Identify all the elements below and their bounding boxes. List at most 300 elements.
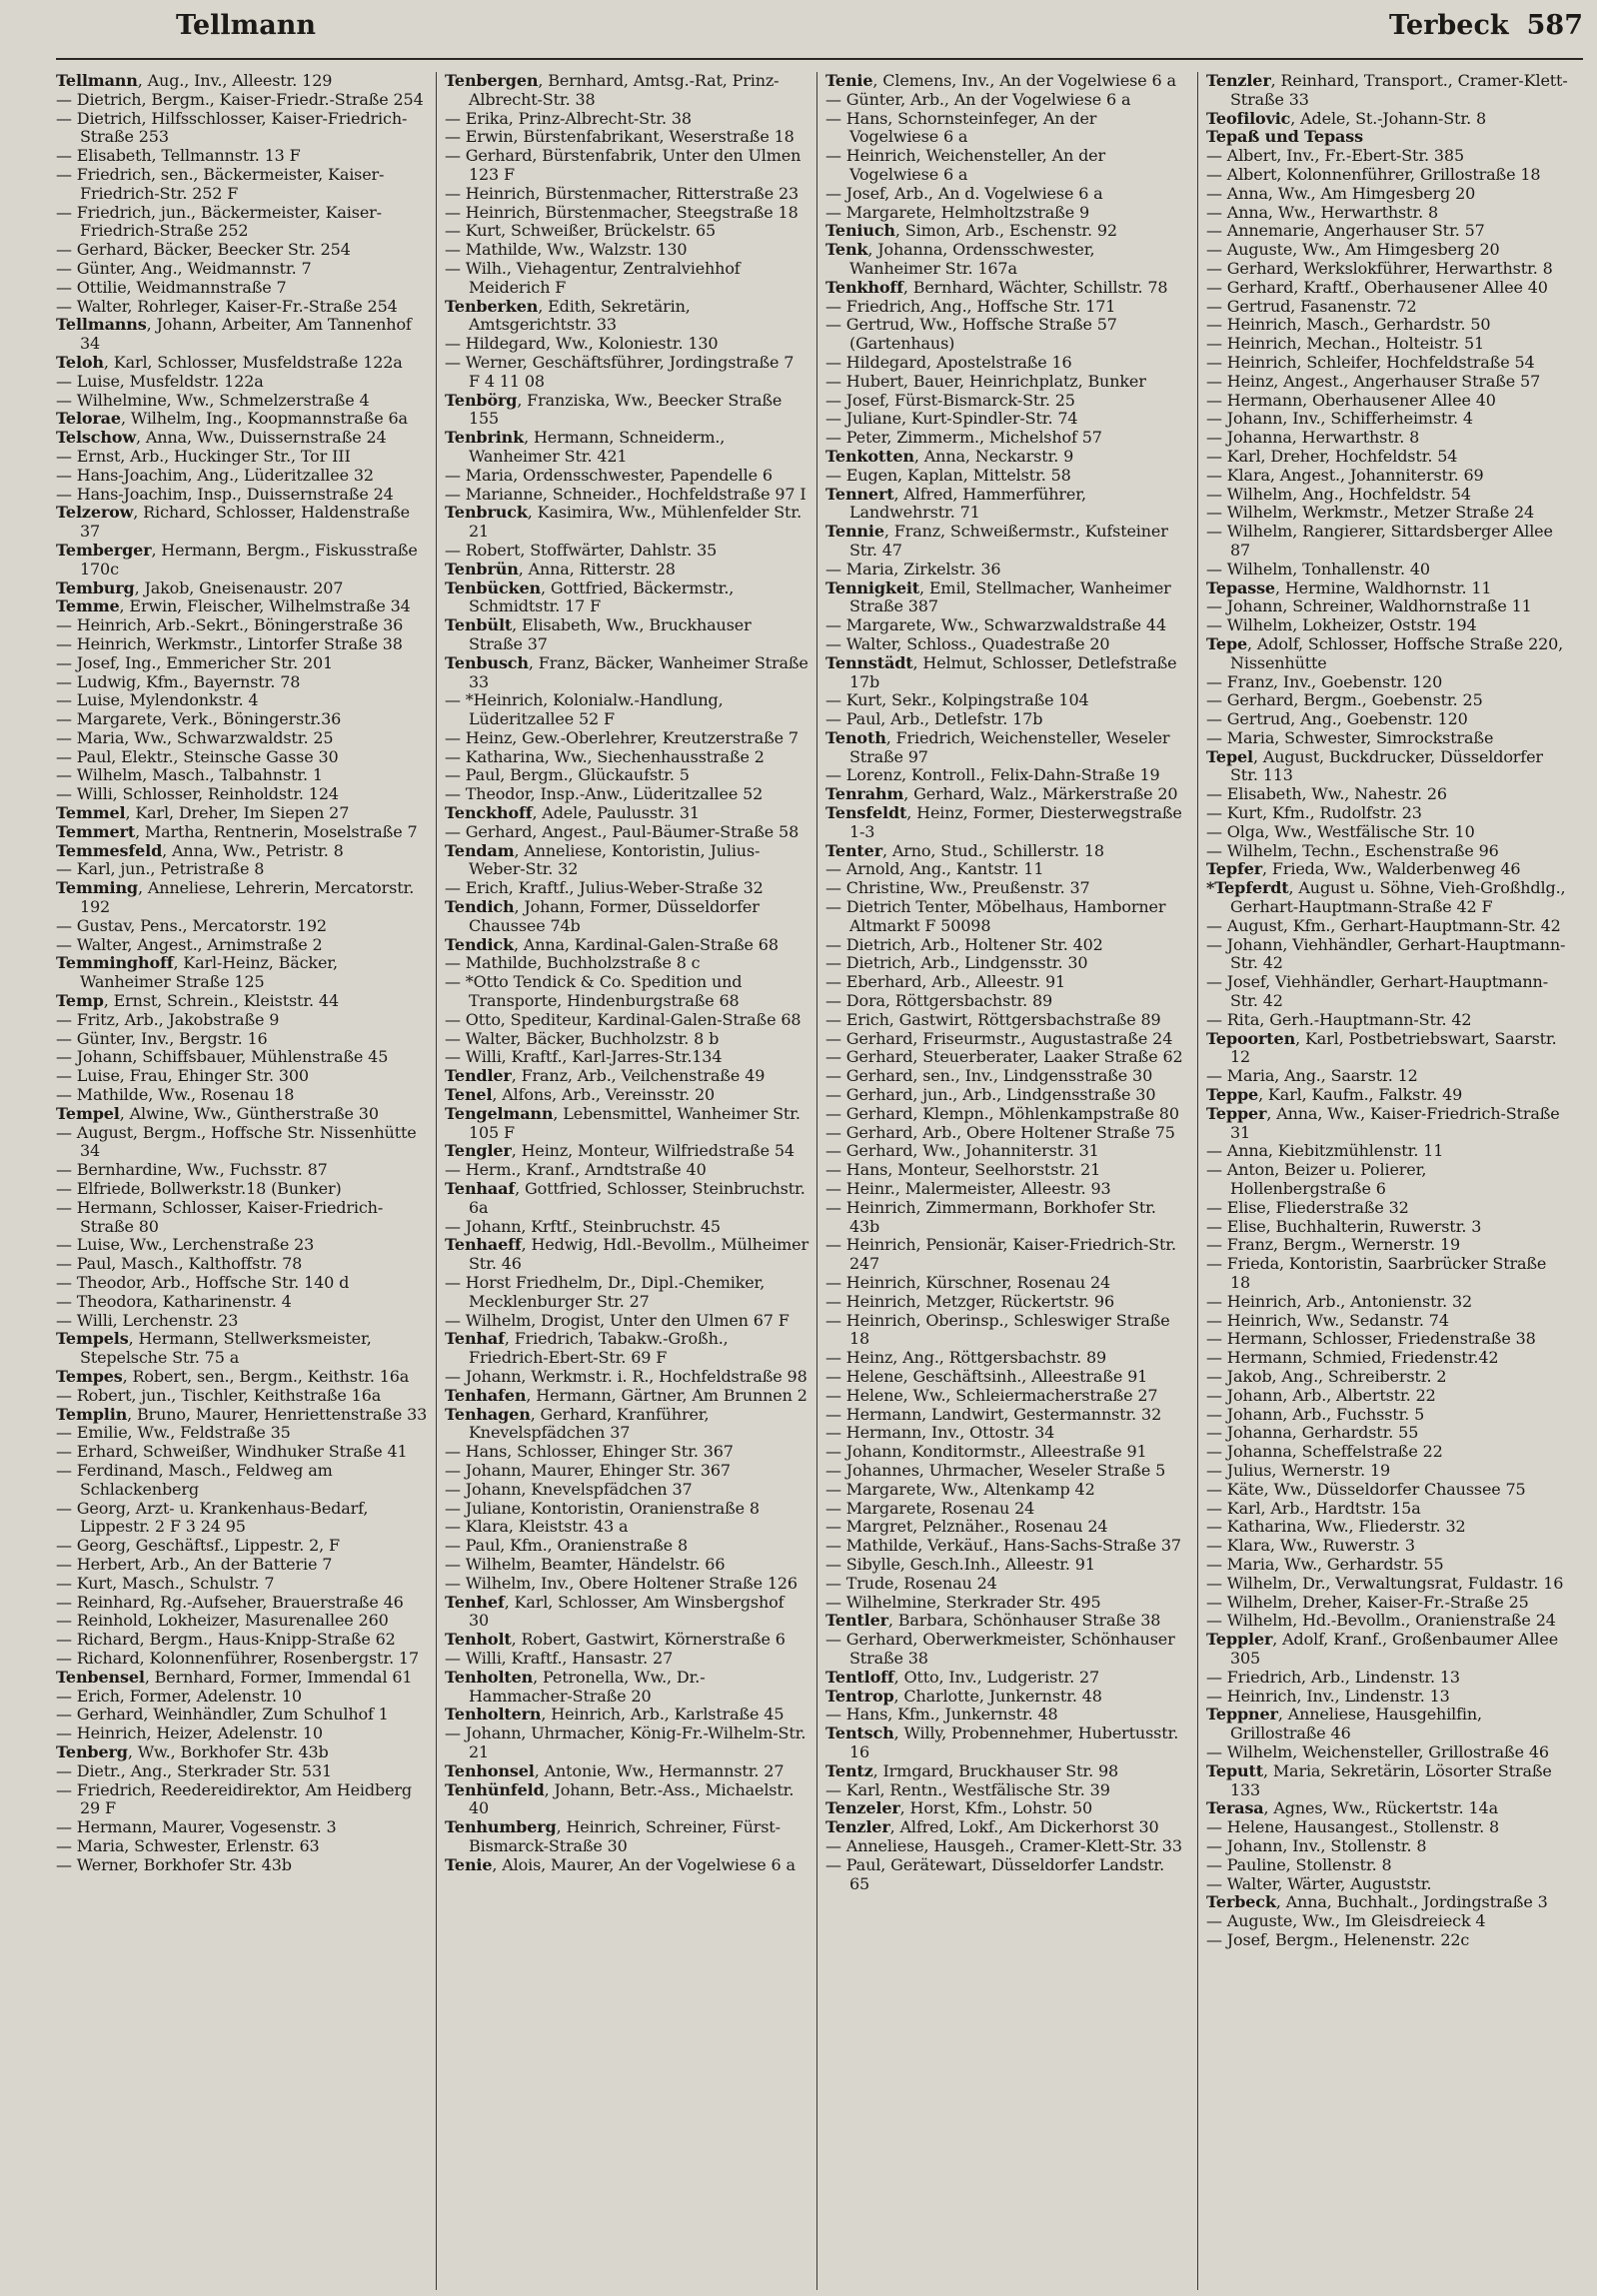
directory-entry: — Paul, Gerätewart, Düsseldorfer Landstr. 65	[825, 1854, 1165, 1893]
directory-entry: — Margret, Pelznäher., Rosenau 24	[825, 1517, 1108, 1537]
directory-entry: Tenhünfeld, Johann, Betr.-Ass., Michaelstr. 40	[445, 1779, 795, 1818]
directory-entry: — Albert, Kolonnenführer, Grillostraße 18	[1206, 164, 1541, 184]
directory-entry: — Heinz, Angest., Angerhauser Straße 57	[1206, 371, 1541, 391]
directory-entry: — Johann, Knevelspfädchen 37	[445, 1479, 693, 1499]
directory-entry: Temming, Anneliese, Lehrerin, Mercatorstr. 192	[56, 878, 415, 917]
directory-entry: — Heinrich, Werkmstr., Lintorfer Straße 38	[56, 633, 403, 653]
directory-entry: — Maria, Ww., Schwarzwaldstr. 25	[56, 727, 334, 747]
directory-entry: Temmel, Karl, Dreher, Im Siepen 27	[56, 803, 350, 823]
directory-entry: — Karl, Arb., Hardtstr. 15a	[1206, 1498, 1421, 1518]
directory-entry: — Willi, Kraftf., Hansastr. 27	[445, 1648, 674, 1668]
directory-entry: — Juliane, Kurt-Spindler-Str. 74	[825, 409, 1078, 429]
directory-entry: Tennigkeit, Emil, Stellmacher, Wanheimer Straße 387	[825, 577, 1171, 616]
directory-entry: — Heinz, Ang., Röttgersbachstr. 89	[825, 1348, 1107, 1368]
directory-entry: — Wilhelm, Dreher, Kaiser-Fr.-Straße 25	[1206, 1592, 1529, 1612]
directory-entry: — Luise, Ww., Lerchenstraße 23	[56, 1235, 315, 1255]
directory-entry: Tenhafen, Hermann, Gärtner, Am Brunnen 2	[445, 1385, 807, 1405]
directory-entry: — Albert, Inv., Fr.-Ebert-Str. 385	[1206, 146, 1464, 166]
directory-entry: — Wilhelm, Weichensteller, Grillostraße 46	[1206, 1741, 1549, 1761]
directory-entry: — Christine, Ww., Preußenstr. 37	[825, 878, 1090, 898]
directory-entry: — Hans-Joachim, Ang., Lüderitzallee 32	[56, 465, 374, 485]
directory-entry: Tenbücken, Gottfried, Bäckermstr., Schmidtstr. 17 F	[445, 577, 735, 616]
directory-entry: — *Heinrich, Kolonialw.-Handlung, Lüderitzallee 52 F	[445, 690, 724, 729]
directory-entry: — Johann, Maurer, Ehinger Str. 367	[445, 1460, 731, 1480]
directory-entry: — Gertrud, Ww., Hoffsche Straße 57 (Gartenhaus)	[825, 315, 1117, 354]
directory-entry: — Hermann, Landwirt, Gestermannstr. 32	[825, 1404, 1162, 1424]
directory-entry: Telschow, Anna, Ww., Duissernstraße 24	[56, 428, 387, 448]
directory-entry: Tendler, Franz, Arb., Veilchenstraße 49	[445, 1066, 766, 1086]
directory-entry: — Johann, Uhrmacher, König-Fr.-Wilhelm-Str. 21	[445, 1723, 806, 1761]
directory-entry: — Hildegard, Apostelstraße 16	[825, 352, 1072, 372]
directory-entry: — Helene, Geschäftsinh., Alleestraße 91	[825, 1366, 1148, 1386]
directory-entry: Tenhumberg, Heinrich, Schreiner, Fürst-Bismarck-Straße 30	[445, 1817, 781, 1855]
directory-entry: Tepel, August, Buckdrucker, Düsseldorfer Str. 113	[1206, 746, 1543, 785]
directory-entry: Tentrop, Charlotte, Junkernstr. 48	[825, 1686, 1102, 1706]
directory-entry: — Josef, Arb., An d. Vogelwiese 6 a	[825, 183, 1103, 203]
directory-entry: — Franz, Bergm., Wernerstr. 19	[1206, 1235, 1461, 1255]
directory-entry: — Marianne, Schneider., Hochfeldstraße 97 I	[445, 484, 806, 504]
directory-entry: — Wilhelm, Techn., Eschenstraße 96	[1206, 840, 1499, 860]
directory-entry: Tendick, Anna, Kardinal-Galen-Straße 68	[445, 934, 779, 954]
directory-column-1	[56, 72, 437, 2290]
directory-entry: — Heinrich, Inv., Lindenstr. 13	[1206, 1686, 1450, 1706]
directory-entry: — Gerhard, Bäcker, Beecker Str. 254	[56, 240, 351, 260]
directory-entry: Templin, Bruno, Maurer, Henriettenstraße 33	[56, 1404, 428, 1424]
directory-entry: — Friedrich, jun., Bäckermeister, Kaiser-Friedrich-Straße 252	[56, 202, 382, 241]
directory-entry: — Kurt, Kfm., Rudolfstr. 23	[1206, 803, 1422, 823]
directory-entry: — Theodora, Katharinenstr. 4	[56, 1291, 292, 1311]
directory-entry: Teppe, Karl, Kaufm., Falkstr. 49	[1206, 1085, 1463, 1105]
directory-entry: Tensfeldt, Heinz, Former, Diesterwegstraße 1-3	[825, 803, 1182, 841]
directory-entry: — Willi, Kraftf., Karl-Jarres-Str.134	[445, 1047, 723, 1067]
directory-entry: — Dietrich, Arb., Holtener Str. 402	[825, 934, 1103, 954]
directory-entry: Tenholten, Petronella, Ww., Dr.-Hammacher-Straße 20	[445, 1667, 706, 1706]
directory-entry: — Gerhard, Werkslokführer, Herwarthstr. 8	[1206, 258, 1553, 278]
directory-entry: — Dietrich, Arb., Lindgensstr. 30	[825, 953, 1088, 973]
directory-entry: — Reinhard, Rg.-Aufseher, Brauerstraße 46	[56, 1592, 404, 1612]
directory-entry: — Friedrich, Reedereidirektor, Am Heidberg 29 F	[56, 1779, 412, 1818]
directory-entry: — Günter, Arb., An der Vogelwiese 6 a	[825, 89, 1131, 109]
directory-entry: Tenberg, Ww., Borkhofer Str. 43b	[56, 1741, 329, 1761]
directory-entry: — Gerhard, jun., Arb., Lindgensstraße 30	[825, 1085, 1156, 1105]
directory-entry: — Günter, Ang., Weidmannstr. 7	[56, 258, 312, 278]
directory-entry: — Johann, Konditormstr., Alleestraße 91	[825, 1442, 1147, 1462]
running-head-last-name: Terbeck	[1389, 10, 1509, 41]
directory-entry: Temberger, Hermann, Bergm., Fiskusstraße 170c	[56, 540, 418, 578]
directory-entry: Tenter, Arno, Stud., Schillerstr. 18	[825, 840, 1104, 860]
directory-entry: — Friedrich, Arb., Lindenstr. 13	[1206, 1667, 1460, 1687]
directory-entry: — Margarete, Helmholtzstraße 9	[825, 202, 1090, 222]
directory-entry: — Heinrich, Metzger, Rückertstr. 96	[825, 1291, 1114, 1311]
directory-entry: Tenhonsel, Antonie, Ww., Hermannstr. 27	[445, 1760, 785, 1780]
directory-entry: — Erich, Former, Adelenstr. 10	[56, 1686, 302, 1706]
directory-entry: — Emilie, Ww., Feldstraße 35	[56, 1423, 291, 1443]
directory-entry: — Heinrich, Heizer, Adelenstr. 10	[56, 1723, 323, 1743]
directory-entry: — Sibylle, Gesch.Inh., Alleestr. 91	[825, 1554, 1095, 1574]
directory-entry: — Heinrich, Oberinsp., Schleswiger Straße 18	[825, 1310, 1170, 1349]
directory-entry: — Heinrich, Arb.-Sekrt., Böningerstraße 36	[56, 615, 404, 635]
directory-entry: Tepasse, Hermine, Waldhornstr. 11	[1206, 577, 1492, 597]
directory-entry: — Gerhard, Bergm., Goebenstr. 25	[1206, 690, 1483, 710]
directory-entry: — Karl, Dreher, Hochfeldstr. 54	[1206, 446, 1458, 466]
directory-entry: — Johann, Krftf., Steinbruchstr. 45	[445, 1216, 721, 1236]
directory-entry: — Dietr., Ang., Sterkrader Str. 531	[56, 1760, 333, 1780]
directory-entry: — Hans-Joachim, Insp., Duissernstraße 24	[56, 484, 394, 504]
directory-entry: — Theodor, Insp.-Anw., Lüderitzallee 52	[445, 784, 764, 804]
directory-entry: — Hermann, Inv., Ottostr. 34	[825, 1423, 1055, 1443]
directory-entry: — Gertrud, Ang., Goebenstr. 120	[1206, 709, 1468, 729]
directory-entry: Tendich, Johann, Former, Düsseldorfer Chaussee 74b	[445, 897, 760, 935]
directory-entry: Tentler, Barbara, Schönhauser Straße 38	[825, 1611, 1161, 1631]
directory-entry: — Margarete, Ww., Altenkamp 42	[825, 1479, 1095, 1499]
directory-entry: — Johann, Inv., Stollenstr. 8	[1206, 1835, 1427, 1855]
directory-entry: — Helene, Hausangest., Stollenstr. 8	[1206, 1817, 1500, 1837]
directory-entry: — Klara, Kleiststr. 43 a	[445, 1517, 629, 1537]
directory-entry: — Gustav, Pens., Mercatorstr. 192	[56, 915, 327, 935]
directory-entry: — Kurt, Sekr., Kolpingstraße 104	[825, 690, 1089, 710]
running-head-left: Tellmann	[176, 10, 317, 41]
directory-entry: Tenholtern, Heinrich, Arb., Karlstraße 45	[445, 1705, 785, 1724]
directory-entry: — Dora, Röttgersbachstr. 89	[825, 991, 1053, 1011]
directory-entry: Tenzeler, Horst, Kfm., Lohstr. 50	[825, 1798, 1093, 1818]
directory-entry: — Wilhelm, Beamter, Händelstr. 66	[445, 1554, 726, 1574]
directory-entry: — Werner, Geschäftsführer, Jordingstraße 7 F 4 11 08	[445, 352, 795, 391]
directory-entry: — Wilhelm, Inv., Obere Holtener Straße 126	[445, 1573, 798, 1593]
directory-entry: Teloh, Karl, Schlosser, Musfeldstraße 122a	[56, 352, 403, 372]
directory-entry: — Mathilde, Buchholzstraße 8 c	[445, 953, 701, 973]
directory-entry: — Walter, Wärter, Auguststr.	[1206, 1873, 1432, 1893]
directory-entry: — Heinrich, Arb., Antonienstr. 32	[1206, 1291, 1473, 1311]
directory-entry: — Wilhelm, Masch., Talbahnstr. 1	[56, 765, 323, 785]
directory-entry: *Tepferdt, August u. Söhne, Vieh-Großhdlg., Gerhart-Hauptmann-Straße 42 F	[1206, 878, 1566, 917]
directory-entry: — Johanna, Gerhardstr. 55	[1206, 1423, 1419, 1443]
directory-entry: — Johanna, Herwarthstr. 8	[1206, 428, 1420, 448]
directory-entry: Tepoorten, Karl, Postbetriebswart, Saarstr. 12	[1206, 1028, 1557, 1067]
directory-entry: — Heinrich, Masch., Gerhardstr. 50	[1206, 315, 1491, 335]
directory-entry: — Wilhelmine, Sterkrader Str. 495	[825, 1592, 1101, 1612]
directory-entry: Tenkotten, Anna, Neckarstr. 9	[825, 446, 1074, 466]
directory-entry: Tepfer, Frieda, Ww., Walderbenweg 46	[1206, 859, 1521, 879]
directory-entry: — Kurt, Schweißer, Brückelstr. 65	[445, 221, 717, 241]
directory-entry: — Paul, Bergm., Glückaufstr. 5	[445, 765, 690, 785]
directory-entry: — Katharina, Ww., Siechenhausstraße 2	[445, 746, 765, 766]
directory-entry: — Gerhard, Kraftf., Oberhausener Allee 40	[1206, 277, 1548, 297]
directory-entry: Tenbült, Elisabeth, Ww., Bruckhauser Straße 37	[445, 615, 752, 653]
directory-entry: — Hildegard, Ww., Koloniestr. 130	[445, 334, 719, 354]
directory-entry: — Elisabeth, Ww., Nahestr. 26	[1206, 784, 1447, 804]
directory-entry: — Maria, Schwester, Simrockstraße	[1206, 727, 1494, 747]
directory-entry: — Mathilde, Ww., Rosenau 18	[56, 1085, 295, 1105]
directory-entry: — Hermann, Schlosser, Kaiser-Friedrich-Straße 80	[56, 1197, 384, 1236]
directory-entry: — Maria, Zirkelstr. 36	[825, 559, 1001, 578]
directory-entry: Tenkhoff, Bernhard, Wächter, Schillstr. 78	[825, 277, 1168, 297]
directory-entry: — Heinrich, Bürstenmacher, Ritterstraße 23	[445, 183, 799, 203]
directory-entry: Teofilovic, Adele, St.-Johann-Str. 8	[1206, 108, 1486, 128]
directory-entry: — Franz, Inv., Goebenstr. 120	[1206, 671, 1443, 691]
directory-entry: Teppner, Anneliese, Hausgehilfin, Grillostraße 46	[1206, 1705, 1482, 1743]
directory-entry: — Hans, Schornsteinfeger, An der Vogelwiese 6 a	[825, 108, 1097, 147]
directory-entry: Teppler, Adolf, Kranf., Großenbaumer Allee 305	[1206, 1630, 1559, 1668]
directory-entry: Tennert, Alfred, Hammerführer, Landwehrstr. 71	[825, 484, 1086, 523]
directory-entry: — Johann, Inv., Schifferheimstr. 4	[1206, 409, 1473, 429]
directory-entry: — Trude, Rosenau 24	[825, 1573, 997, 1593]
directory-entry: — Ernst, Arb., Huckinger Str., Tor III	[56, 446, 351, 466]
directory-entry: — Josef, Viehhändler, Gerhart-Hauptmann-Str. 42	[1206, 972, 1548, 1011]
directory-entry: Tenberken, Edith, Sekretärin, Amtsgerichtstr. 33	[445, 296, 691, 335]
directory-entry: — Willi, Schlosser, Reinholdstr. 124	[56, 784, 339, 804]
directory-entry: — Mathilde, Verkäuf., Hans-Sachs-Straße 37	[825, 1536, 1181, 1556]
directory-entry: Tennie, Franz, Schweißermstr., Kufsteiner Str. 47	[825, 522, 1168, 560]
directory-entry: — Anneliese, Hausgeh., Cramer-Klett-Str. 33	[825, 1835, 1182, 1855]
directory-entry: — Luise, Musfeldstr. 122a	[56, 371, 264, 391]
directory-entry: — Kurt, Masch., Schulstr. 7	[56, 1573, 275, 1593]
directory-column-2	[437, 72, 817, 2290]
directory-entry: — Wilhelm, Drogist, Unter den Ulmen 67 F	[445, 1310, 790, 1330]
directory-entry: — Richard, Kolonnenführer, Rosenbergstr. 17	[56, 1648, 419, 1668]
directory-entry: — Gerhard, Friseurmstr., Augustastraße 24	[825, 1028, 1173, 1048]
directory-entry: Tenbensel, Bernhard, Former, Immendal 61	[56, 1667, 413, 1687]
directory-entry: — Eberhard, Arb., Alleestr. 91	[825, 972, 1066, 992]
directory-entry: — Johanna, Scheffelstraße 22	[1206, 1442, 1443, 1462]
directory-entry: — Robert, jun., Tischler, Keithstraße 16a	[56, 1385, 382, 1405]
directory-entry: — Heinrich, Zimmermann, Borkhofer Str. 43b	[825, 1197, 1156, 1236]
directory-entry: — Helene, Ww., Schleiermacherstraße 27	[825, 1385, 1158, 1405]
directory-entry: Tentz, Irmgard, Bruckhauser Str. 98	[825, 1760, 1119, 1780]
directory-entry: — Johann, Viehhändler, Gerhart-Hauptmann-Str. 42	[1206, 934, 1566, 973]
directory-entry: — Walter, Angest., Arnimstraße 2	[56, 934, 323, 954]
directory-entry: — Margarete, Verk., Böningerstr.36	[56, 709, 342, 729]
directory-entry: — Paul, Arb., Detlefstr. 17b	[825, 709, 1043, 729]
directory-entry: Telorae, Wilhelm, Ing., Koopmannstraße 6a	[56, 409, 408, 429]
directory-entry: — Auguste, Ww., Am Himgesberg 20	[1206, 240, 1500, 260]
directory-entry: Terbeck, Anna, Buchhalt., Jordingstraße 3	[1206, 1892, 1548, 1912]
directory-entry: — Dietrich, Bergm., Kaiser-Friedr.-Straße 254	[56, 89, 424, 109]
directory-entry: — Walter, Schloss., Quadestraße 20	[825, 633, 1110, 653]
directory-entry: Tenzler, Alfred, Lokf., Am Dickerhorst 30	[825, 1817, 1159, 1837]
directory-entry: — Gertrud, Fasanenstr. 72	[1206, 296, 1417, 316]
directory-entry: Temmert, Martha, Rentnerin, Moselstraße 7	[56, 821, 418, 841]
directory-entry: — Gerhard, Angest., Paul-Bäumer-Straße 58	[445, 821, 799, 841]
directory-entry: — Fritz, Arb., Jakobstraße 9	[56, 1009, 280, 1029]
directory-entry: — Jakob, Ang., Schreiberstr. 2	[1206, 1366, 1447, 1386]
directory-entry: Tepper, Anna, Ww., Kaiser-Friedrich-Straße 31	[1206, 1103, 1560, 1142]
directory-entry: — Werner, Borkhofer Str. 43b	[56, 1854, 292, 1874]
directory-entry: — Friedrich, sen., Bäckermeister, Kaiser-Friedrich-Str. 252 F	[56, 164, 385, 203]
directory-entry: — Ferdinand, Masch., Feldweg am Schlackenberg	[56, 1460, 333, 1499]
directory-column-4	[1198, 72, 1579, 2290]
directory-entry: Teniuch, Simon, Arb., Eschenstr. 92	[825, 221, 1117, 241]
directory-entry: — Erich, Gastwirt, Röttgersbachstraße 89	[825, 1009, 1161, 1029]
directory-entry: Temminghoff, Karl-Heinz, Bäcker, Wanheimer Straße 125	[56, 953, 338, 992]
directory-entry: Tepe, Adolf, Schlosser, Hoffsche Straße 220, Nissenhütte	[1206, 633, 1564, 672]
directory-entry: Tengler, Heinz, Monteur, Wilfriedstraße 54	[445, 1141, 795, 1161]
running-head-right	[1389, 10, 1583, 41]
directory-entry: Tenhagen, Gerhard, Kranführer, Knevelspfädchen 37	[445, 1404, 710, 1443]
directory-entry: — Peter, Zimmerm., Michelshof 57	[825, 428, 1102, 448]
directory-entry: — Horst Friedhelm, Dr., Dipl.-Chemiker, Mecklenburger Str. 27	[445, 1273, 766, 1311]
directory-entry: — Otto, Spediteur, Kardinal-Galen-Straße 68	[445, 1009, 801, 1029]
directory-entry: — Gerhard, Arb., Obere Holtener Straße 75	[825, 1122, 1175, 1142]
directory-entry: — Walter, Bäcker, Buchholzstr. 8 b	[445, 1028, 720, 1048]
directory-entry: — Luise, Frau, Ehinger Str. 300	[56, 1066, 309, 1086]
directory-entry: — Luise, Mylendonkstr. 4	[56, 690, 259, 710]
directory-entry: — Maria, Ang., Saarstr. 12	[1206, 1066, 1418, 1086]
directory-entry: — Juliane, Kontoristin, Oranienstraße 8	[445, 1498, 760, 1518]
directory-entry: — Karl, Rentn., Westfälische Str. 39	[825, 1779, 1110, 1799]
directory-entry: Terasa, Agnes, Ww., Rückertstr. 14a	[1206, 1798, 1498, 1818]
directory-entry: Temme, Erwin, Fleischer, Wilhelmstraße 34	[56, 596, 411, 616]
directory-entry: Tenzler, Reinhard, Transport., Cramer-Klett-Straße 33	[1206, 72, 1568, 109]
directory-entry: — Johann, Schiffsbauer, Mühlenstraße 45	[56, 1047, 389, 1067]
directory-entry: Tenie, Clemens, Inv., An der Vogelwiese 6 a	[825, 72, 1176, 90]
directory-entry: — Paul, Kfm., Oranienstraße 8	[445, 1536, 688, 1556]
directory-entry: Tennstädt, Helmut, Schlosser, Detlefstraße 17b	[825, 652, 1177, 691]
directory-entry: Telzerow, Richard, Schlosser, Haldenstraße 37	[56, 503, 410, 542]
directory-entry: — Bernhardine, Ww., Fuchsstr. 87	[56, 1160, 328, 1180]
directory-entry: — Hans, Monteur, Seelhorststr. 21	[825, 1160, 1101, 1180]
directory-entry: — Frieda, Kontoristin, Saarbrücker Straße 18	[1206, 1254, 1547, 1292]
directory-entry: — Hubert, Bauer, Heinrichplatz, Bunker	[825, 371, 1146, 391]
directory-entry: — August, Bergm., Hoffsche Str. Nissenhütte 34	[56, 1122, 417, 1161]
directory-entry: — Rita, Gerh.-Hauptmann-Str. 42	[1206, 1009, 1472, 1029]
directory-entry: — Margarete, Ww., Schwarzwaldstraße 44	[825, 615, 1166, 635]
directory-entry: — August, Kfm., Gerhart-Hauptmann-Str. 42	[1206, 915, 1561, 935]
directory-entry: Tenoth, Friedrich, Weichensteller, Weseler Straße 97	[825, 727, 1170, 766]
directory-entry: — Julius, Wernerstr. 19	[1206, 1460, 1391, 1480]
directory-entry: — Elise, Buchhalterin, Ruwerstr. 3	[1206, 1216, 1482, 1236]
directory-entry: Tenbruck, Kasimira, Ww., Mühlenfelder Str. 21	[445, 503, 802, 542]
directory-entry: — Heinrich, Schleifer, Hochfeldstraße 54	[1206, 352, 1535, 372]
directory-entry: — Ludwig, Kfm., Bayernstr. 78	[56, 671, 301, 691]
directory-entry: Teputt, Maria, Sekretärin, Lösorter Straße 133	[1206, 1760, 1552, 1799]
directory-entry: Tenbörg, Franziska, Ww., Beecker Straße 155	[445, 390, 783, 429]
directory-entry: — Eugen, Kaplan, Mittelstr. 58	[825, 465, 1071, 485]
directory-entry: — Klara, Angest., Johanniterstr. 69	[1206, 465, 1484, 485]
directory-entry: — Maria, Ww., Gerhardstr. 55	[1206, 1554, 1444, 1574]
directory-entry: — Katharina, Ww., Fliederstr. 32	[1206, 1517, 1466, 1537]
directory-entry: — Wilhelm, Ang., Hochfeldstr. 54	[1206, 484, 1471, 504]
directory-entry: — Richard, Bergm., Haus-Knipp-Straße 62	[56, 1630, 396, 1650]
directory-entry: — Dietrich Tenter, Möbelhaus, Hamborner Altmarkt F 50098	[825, 897, 1166, 935]
directory-entry: — Erika, Prinz-Albrecht-Str. 38	[445, 108, 692, 128]
directory-entry: — Reinhold, Lokheizer, Masurenallee 260	[56, 1611, 389, 1631]
directory-entry: — Heinrich, Bürstenmacher, Steegstraße 18	[445, 202, 798, 222]
directory-entry: — Johann, Schreiner, Waldhornstraße 11	[1206, 596, 1532, 616]
directory-entry: Tepaß und Tepass	[1206, 127, 1363, 147]
directory-entry: Tempels, Hermann, Stellwerksmeister, Stepelsche Str. 75 a	[56, 1329, 372, 1368]
directory-entry: Tellmann, Aug., Inv., Alleestr. 129	[56, 72, 333, 90]
directory-entry: — Olga, Ww., Westfälische Str. 10	[1206, 821, 1475, 841]
directory-entry: — Heinz, Gew.-Oberlehrer, Kreutzerstraße 7	[445, 727, 798, 747]
directory-entry: — Georg, Arzt- u. Krankenhaus-Bedarf, Lippestr. 2 F 3 24 95	[56, 1498, 369, 1537]
directory-entry: — Herbert, Arb., An der Batterie 7	[56, 1554, 333, 1574]
page-header	[56, 10, 1583, 60]
directory-entry: — Mathilde, Ww., Walzstr. 130	[445, 240, 688, 260]
directory-entry: — Johann, Arb., Fuchsstr. 5	[1206, 1404, 1425, 1424]
directory-entry: — Erich, Kraftf., Julius-Weber-Straße 32	[445, 878, 764, 898]
directory-entry: Tempel, Alwine, Ww., Güntherstraße 30	[56, 1103, 379, 1123]
directory-entry: — Wilh., Viehagentur, Zentralviehhof Meiderich F	[445, 258, 741, 297]
directory-entry: Tenhaeff, Hedwig, Hdl.-Bevollm., Mülheimer Str. 46	[445, 1235, 808, 1274]
directory-entry: — Gerhard, sen., Inv., Lindgensstraße 30	[825, 1066, 1153, 1086]
directory-entry: — Gerhard, Klempn., Möhlenkampstraße 80	[825, 1103, 1179, 1123]
directory-entry: Tenhaf, Friedrich, Tabakw.-Großh., Friedrich-Ebert-Str. 69 F	[445, 1329, 729, 1368]
directory-entry: Tendam, Anneliese, Kontoristin, Julius-Weber-Str. 32	[445, 840, 761, 879]
directory-columns	[56, 72, 1583, 2290]
directory-entry: Tenbusch, Franz, Bäcker, Wanheimer Straße 33	[445, 652, 808, 691]
directory-entry: Tenbrink, Hermann, Schneiderm., Wanheimer Str. 421	[445, 428, 726, 466]
directory-entry: — Walter, Rohrleger, Kaiser-Fr.-Straße 254	[56, 296, 398, 316]
directory-entry: Tellmanns, Johann, Arbeiter, Am Tannenhof 34	[56, 315, 412, 354]
directory-entry: — Wilhelm, Werkmstr., Metzer Straße 24	[1206, 503, 1535, 523]
directory-entry: — Maria, Ordensschwester, Papendelle 6	[445, 465, 773, 485]
directory-entry: — Josef, Ing., Emmericher Str. 201	[56, 652, 334, 672]
directory-entry: — Pauline, Stollenstr. 8	[1206, 1854, 1392, 1874]
directory-entry: Tenbrün, Anna, Ritterstr. 28	[445, 559, 676, 578]
directory-entry: — Hans, Schlosser, Ehinger Str. 367	[445, 1442, 734, 1462]
directory-entry: — Wilhelm, Dr., Verwaltungsrat, Fuldastr. 16	[1206, 1573, 1564, 1593]
directory-entry: — Erhard, Schweißer, Windhuker Straße 41	[56, 1442, 408, 1462]
directory-entry: — Wilhelm, Rangierer, Sittardsberger Allee 87	[1206, 522, 1553, 560]
directory-entry: — Gerhard, Oberwerkmeister, Schönhauser Straße 38	[825, 1630, 1175, 1668]
directory-entry: Tenhef, Karl, Schlosser, Am Winsbergshof 30	[445, 1592, 785, 1631]
directory-entry: — Johann, Arb., Albertstr. 22	[1206, 1385, 1436, 1405]
directory-entry: — Klara, Ww., Ruwerstr. 3	[1206, 1536, 1415, 1556]
directory-entry: — Ottilie, Weidmannstraße 7	[56, 277, 287, 297]
directory-entry: — Herm., Kranf., Arndtstraße 40	[445, 1160, 707, 1180]
directory-entry: Tenie, Alois, Maurer, An der Vogelwiese 6 a	[445, 1854, 796, 1874]
directory-entry: — Hermann, Oberhausener Allee 40	[1206, 390, 1496, 410]
directory-entry: — Günter, Inv., Bergstr. 16	[56, 1028, 268, 1048]
directory-entry: — Karl, jun., Petristraße 8	[56, 859, 265, 879]
directory-entry: — Friedrich, Ang., Hoffsche Str. 171	[825, 296, 1116, 316]
directory-entry: — Hermann, Maurer, Vogesenstr. 3	[56, 1817, 337, 1837]
directory-entry: Tentloff, Otto, Inv., Ludgeristr. 27	[825, 1667, 1100, 1687]
directory-entry: — Theodor, Arb., Hoffsche Str. 140 d	[56, 1273, 350, 1292]
directory-entry: — Wilhelm, Lokheizer, Oststr. 194	[1206, 615, 1477, 635]
directory-entry: — Anton, Beizer u. Polierer, Hollenbergstraße 6	[1206, 1160, 1427, 1199]
directory-entry: — Josef, Fürst-Bismarck-Str. 25	[825, 390, 1075, 410]
directory-entry: — Dietrich, Hilfsschlosser, Kaiser-Friedrich-Straße 253	[56, 108, 408, 147]
directory-entry: — Gerhard, Weinhändler, Zum Schulhof 1	[56, 1705, 389, 1724]
directory-entry: — Hermann, Schlosser, Friedenstraße 38	[1206, 1329, 1536, 1349]
directory-entry: — Paul, Elektr., Steinsche Gasse 30	[56, 746, 339, 766]
directory-entry: — Robert, Stoffwärter, Dahlstr. 35	[445, 540, 718, 560]
directory-entry: Tenckhoff, Adele, Paulusstr. 31	[445, 803, 700, 823]
directory-entry: — Gerhard, Bürstenfabrik, Unter den Ulmen 123 F	[445, 146, 801, 184]
directory-entry: — *Otto Tendick & Co. Spedition und Transporte, Hindenburgstraße 68	[445, 972, 743, 1011]
directory-entry: Tempes, Robert, sen., Bergm., Keithstr. 16a	[56, 1366, 410, 1386]
directory-entry: — Anna, Kiebitzmühlenstr. 11	[1206, 1141, 1444, 1161]
directory-entry: Tenholt, Robert, Gastwirt, Körnerstraße 6	[445, 1630, 786, 1650]
directory-entry: — Wilhelm, Hd.-Bevollm., Oranienstraße 24	[1206, 1611, 1556, 1631]
directory-entry: — Elisabeth, Tellmannstr. 13 F	[56, 146, 301, 166]
directory-entry: — Heinrich, Pensionär, Kaiser-Friedrich-Str. 247	[825, 1235, 1176, 1274]
directory-entry: — Wilhelmine, Ww., Schmelzerstraße 4	[56, 390, 370, 410]
directory-entry: — Heinr., Malermeister, Alleestr. 93	[825, 1179, 1111, 1199]
directory-entry: — Gerhard, Ww., Johanniterstr. 31	[825, 1141, 1099, 1161]
directory-entry: — Hermann, Schmied, Friedenstr.42	[1206, 1348, 1499, 1368]
directory-entry: — Käte, Ww., Düsseldorfer Chaussee 75	[1206, 1479, 1526, 1499]
directory-entry: — Erwin, Bürstenfabrikant, Weserstraße 18	[445, 127, 795, 147]
directory-entry: — Willi, Lerchenstr. 23	[56, 1310, 239, 1330]
directory-entry: — Elise, Fliederstraße 32	[1206, 1197, 1409, 1217]
directory-entry: Temburg, Jakob, Gneisenaustr. 207	[56, 577, 344, 597]
directory-entry: — Lorenz, Kontroll., Felix-Dahn-Straße 19	[825, 765, 1160, 785]
directory-entry: — Maria, Schwester, Erlenstr. 63	[56, 1835, 320, 1855]
directory-entry: — Georg, Geschäftsf., Lippestr. 2, F	[56, 1536, 340, 1556]
directory-entry: — Annemarie, Angerhauser Str. 57	[1206, 221, 1485, 241]
